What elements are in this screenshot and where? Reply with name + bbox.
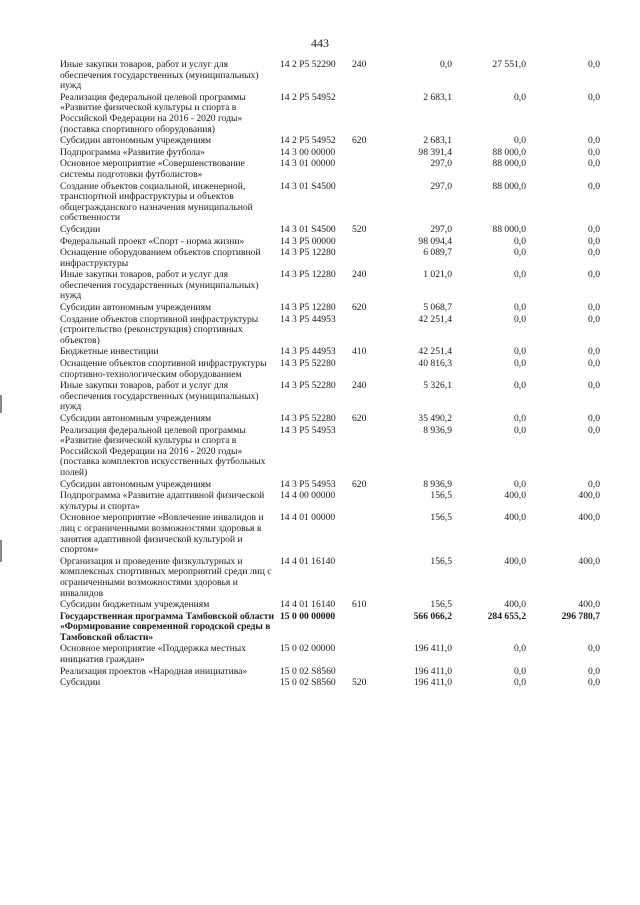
row-name: Субсидии <box>60 223 101 235</box>
row-name: Субсидии <box>60 677 101 689</box>
row-expense-type <box>352 426 382 480</box>
row-amount-2019: 98 094,4 <box>418 235 452 247</box>
row-code: 14 3 P5 12280 <box>280 247 336 259</box>
row-name: Субсидии автономным учреждениям <box>60 478 212 490</box>
row-amount-2021: 400,0 <box>578 599 600 611</box>
row-amount-2020: 88 000,0 <box>492 223 526 235</box>
row-amount-2021: 0,0 <box>588 59 600 70</box>
row-amount-2021: 0,0 <box>588 478 600 490</box>
row-expense-type <box>352 612 382 645</box>
row-expense-type <box>352 513 382 556</box>
row-expense-type <box>352 644 382 666</box>
row-expense-type <box>352 359 382 381</box>
row-amount-2020: 0,0 <box>514 413 526 424</box>
row-amount-2020: 88 000,0 <box>492 158 526 170</box>
row-amount-2021: 0,0 <box>588 413 600 424</box>
row-code: 14 3 P5 44953 <box>280 313 336 325</box>
row-amount-2021: 0,0 <box>588 91 600 103</box>
table-row <box>60 248 600 270</box>
row-amount-2021: 0,0 <box>588 346 600 358</box>
row-code: 14 3 P5 12280 <box>280 269 336 281</box>
row-amount-2020: 0,0 <box>514 380 526 392</box>
row-code: 14 3 P5 12280 <box>280 302 336 314</box>
row-amount-2019: 1 021,0 <box>423 269 452 281</box>
budget-table <box>60 60 600 690</box>
row-name: Субсидии автономным учреждениям <box>60 135 212 147</box>
row-name: Реализация проектов «Народная инициатива» <box>60 665 248 677</box>
row-amount-2021: 0,0 <box>588 235 600 247</box>
row-amount-2021: 0,0 <box>588 158 600 170</box>
row-amount-2021: 400,0 <box>578 555 600 567</box>
table-row <box>60 182 600 225</box>
row-amount-2019: 2 683,1 <box>423 91 452 103</box>
row-amount-2020: 0,0 <box>514 346 526 358</box>
row-expense-type <box>352 248 382 270</box>
row-amount-2021: 296 780,7 <box>561 610 600 622</box>
row-amount-2019: 297,0 <box>430 223 452 235</box>
row-amount-2020: 0,0 <box>514 424 526 436</box>
row-amount-2020: 284 655,2 <box>487 610 526 622</box>
row-amount-2020: 0,0 <box>514 358 526 370</box>
row-code: 14 3 01 S4500 <box>280 180 336 192</box>
table-row <box>60 60 600 93</box>
row-amount-2019: 566 066,2 <box>413 610 452 622</box>
row-expense-type <box>352 491 382 513</box>
row-amount-2021: 0,0 <box>588 302 600 314</box>
row-name: Субсидии автономным учреждениям <box>60 413 212 424</box>
row-expense-type <box>352 315 382 348</box>
row-expense-type: 240 <box>352 59 367 70</box>
row-amount-2020: 0,0 <box>514 643 526 655</box>
row-amount-2020: 0,0 <box>514 313 526 325</box>
table-row <box>60 136 600 148</box>
row-amount-2020: 400,0 <box>504 555 526 567</box>
row-amount-2019: 98 391,4 <box>418 146 452 158</box>
row-amount-2021: 0,0 <box>588 358 600 370</box>
row-amount-2021: 0,0 <box>588 180 600 192</box>
row-amount-2020: 88 000,0 <box>492 146 526 158</box>
row-amount-2021: 0,0 <box>588 247 600 259</box>
row-amount-2019: 42 251,4 <box>418 346 452 358</box>
row-name: Реализация федеральной целевой программы «Развитие физической культуры и спорта в Российской Федерации на 2016 - 2020 годы» (поставка комплектов искусственных футбольных полей) <box>60 424 266 478</box>
row-name: Бюджетные инвестиции <box>60 346 159 358</box>
row-amount-2021: 0,0 <box>588 135 600 147</box>
row-amount-2019: 196 411,0 <box>413 643 452 655</box>
row-amount-2019: 2 683,1 <box>423 135 452 147</box>
row-amount-2019: 196 411,0 <box>413 665 452 677</box>
row-expense-type: 620 <box>352 413 367 424</box>
row-amount-2019: 5 326,1 <box>423 380 452 392</box>
row-code: 14 3 00 00000 <box>280 146 336 158</box>
table-row <box>60 93 600 136</box>
row-amount-2021: 0,0 <box>588 313 600 325</box>
row-name: Создание объектов спортивной инфраструктуры (строительство (реконструкция) спортивных объектов) <box>60 313 259 346</box>
row-expense-type: 240 <box>352 380 367 392</box>
row-code: 14 2 P5 54952 <box>280 135 336 147</box>
row-name: Субсидии автономным учреждениям <box>60 302 212 314</box>
row-amount-2019: 156,5 <box>430 512 452 524</box>
row-amount-2020: 400,0 <box>504 490 526 502</box>
budget-table-body <box>60 60 600 690</box>
row-name: Основное мероприятие «Совершенствование системы подготовки футболистов» <box>60 158 245 180</box>
row-name: Основное мероприятие «Поддержка местных инициатив граждан» <box>60 643 246 666</box>
row-name: Субсидии бюджетным учреждениям <box>60 599 210 611</box>
row-amount-2019: 156,5 <box>430 555 452 567</box>
row-amount-2021: 400,0 <box>578 512 600 524</box>
row-code: 14 3 P5 44953 <box>280 346 336 358</box>
row-expense-type: 610 <box>352 599 367 611</box>
row-amount-2020: 0,0 <box>514 247 526 259</box>
row-amount-2020: 0,0 <box>514 677 526 689</box>
row-name: Иные закупки товаров, работ и услуг для обеспечения государственных (муниципальных) нужд <box>60 59 259 92</box>
row-code: 14 3 P5 52280 <box>280 380 336 392</box>
row-amount-2019: 156,5 <box>430 490 452 502</box>
row-expense-type: 410 <box>352 346 367 358</box>
table-row <box>60 491 600 513</box>
row-amount-2020: 400,0 <box>504 512 526 524</box>
row-name: Федеральный проект «Спорт - норма жизни» <box>60 235 245 247</box>
row-amount-2019: 297,0 <box>430 158 452 170</box>
table-row <box>60 303 600 315</box>
table-row <box>60 381 600 414</box>
scan-edge-mark <box>0 395 2 413</box>
row-amount-2020: 88 000,0 <box>492 180 526 192</box>
row-code: 14 2 P5 52290 <box>280 59 336 70</box>
row-amount-2020: 0,0 <box>514 135 526 147</box>
table-row <box>60 557 600 600</box>
row-code: 14 4 00 00000 <box>280 490 336 502</box>
table-row <box>60 270 600 303</box>
row-name: Иные закупки товаров, работ и услуг для обеспечения государственных (муниципальных) нужд <box>60 380 259 413</box>
row-amount-2019: 5 068,7 <box>423 302 452 314</box>
row-amount-2020: 0,0 <box>514 478 526 490</box>
table-row <box>60 225 600 237</box>
row-code: 14 3 01 S4500 <box>280 223 336 235</box>
row-expense-type <box>352 182 382 225</box>
row-expense-type <box>352 93 382 136</box>
row-name: Оснащение объектов спортивной инфраструктуры спортивно-технологическим оборудованием <box>60 358 267 380</box>
row-code: 15 0 02 S8560 <box>280 677 336 689</box>
page-number: 443 <box>311 36 329 50</box>
row-name: Подпрограмма «Развитие футбола» <box>60 146 205 158</box>
row-amount-2021: 0,0 <box>588 424 600 436</box>
row-code: 14 3 P5 00000 <box>280 235 336 247</box>
row-name: Государственная программа Тамбовской области «Формирование современной городской среды в Тамбовской области» <box>60 610 274 643</box>
row-code: 14 4 01 16140 <box>280 555 336 567</box>
row-amount-2019: 6 089,7 <box>423 247 452 259</box>
row-code: 14 3 P5 52280 <box>280 358 336 370</box>
row-expense-type: 520 <box>352 223 367 235</box>
row-amount-2019: 297,0 <box>430 180 452 192</box>
row-name: Создание объектов социальной, инженерной, транспортной инфраструктуры и объектов общегражданского назначения муниципальной собственности <box>60 180 253 224</box>
row-amount-2019: 156,5 <box>430 599 452 611</box>
row-expense-type <box>352 159 382 181</box>
row-amount-2019: 0,0 <box>440 59 452 70</box>
table-row <box>60 414 600 426</box>
row-amount-2020: 0,0 <box>514 665 526 677</box>
row-amount-2019: 35 490,2 <box>418 413 452 424</box>
row-name: Основное мероприятие «Вовлечение инвалидов и лиц с ограниченными возможностями здоровья в занятия адаптивной физической культурой и спортом» <box>60 512 264 556</box>
row-amount-2019: 42 251,4 <box>418 313 452 325</box>
row-code: 14 3 P5 52280 <box>280 413 336 424</box>
row-code: 15 0 00 00000 <box>280 610 336 622</box>
row-amount-2019: 40 816,3 <box>418 358 452 370</box>
table-row <box>60 315 600 348</box>
row-name: Подпрограмма «Развитие адаптивной физической культуры и спорта» <box>60 490 265 512</box>
row-name: Организация и проведение физкультурных и комплексных спортивных мероприятий среди лиц с ограниченными возможностями здоровья и инвалидов <box>60 555 272 599</box>
row-amount-2020: 0,0 <box>514 235 526 247</box>
row-code: 14 3 01 00000 <box>280 158 336 170</box>
row-expense-type: 620 <box>352 478 367 490</box>
table-row <box>60 159 600 181</box>
row-name: Оснащение оборудованием объектов спортивной инфраструктуры <box>60 247 261 269</box>
row-amount-2021: 0,0 <box>588 380 600 392</box>
row-name: Реализация федеральной целевой программы «Развитие физической культуры и спорта в Российской Федерации на 2016 - 2020 годы» (поставка спортивного оборудования) <box>60 91 246 135</box>
row-amount-2020: 0,0 <box>514 91 526 103</box>
row-code: 15 0 02 00000 <box>280 643 336 655</box>
table-row <box>60 359 600 381</box>
row-amount-2019: 196 411,0 <box>413 677 452 689</box>
row-code: 14 3 P5 54953 <box>280 424 336 436</box>
table-row <box>60 600 600 612</box>
row-code: 14 4 01 16140 <box>280 599 336 611</box>
row-amount-2021: 0,0 <box>588 665 600 677</box>
row-expense-type: 620 <box>352 135 367 147</box>
row-amount-2020: 0,0 <box>514 302 526 314</box>
row-amount-2021: 0,0 <box>588 223 600 235</box>
table-row <box>60 513 600 556</box>
row-code: 14 4 01 00000 <box>280 512 336 524</box>
row-name: Иные закупки товаров, работ и услуг для обеспечения государственных (муниципальных) нужд <box>60 269 259 302</box>
row-code: 15 0 02 S8560 <box>280 665 336 677</box>
table-row <box>60 612 600 645</box>
row-code: 14 3 P5 54953 <box>280 478 336 490</box>
row-expense-type: 240 <box>352 269 367 281</box>
row-amount-2020: 0,0 <box>514 269 526 281</box>
row-amount-2019: 8 936,9 <box>423 424 452 436</box>
row-amount-2019: 8 936,9 <box>423 478 452 490</box>
row-expense-type: 620 <box>352 302 367 314</box>
row-amount-2021: 0,0 <box>588 643 600 655</box>
row-expense-type <box>352 148 382 160</box>
row-amount-2020: 27 551,0 <box>492 59 526 70</box>
row-expense-type <box>352 557 382 600</box>
row-amount-2021: 400,0 <box>578 490 600 502</box>
table-row <box>60 426 600 480</box>
table-row <box>60 678 600 690</box>
row-code: 14 2 P5 54952 <box>280 91 336 103</box>
row-amount-2021: 0,0 <box>588 677 600 689</box>
row-expense-type: 520 <box>352 677 367 689</box>
table-row <box>60 644 600 666</box>
row-amount-2020: 400,0 <box>504 599 526 611</box>
row-amount-2021: 0,0 <box>588 269 600 281</box>
row-expense-type <box>352 237 382 249</box>
row-amount-2021: 0,0 <box>588 146 600 158</box>
scan-edge-mark <box>0 540 2 562</box>
